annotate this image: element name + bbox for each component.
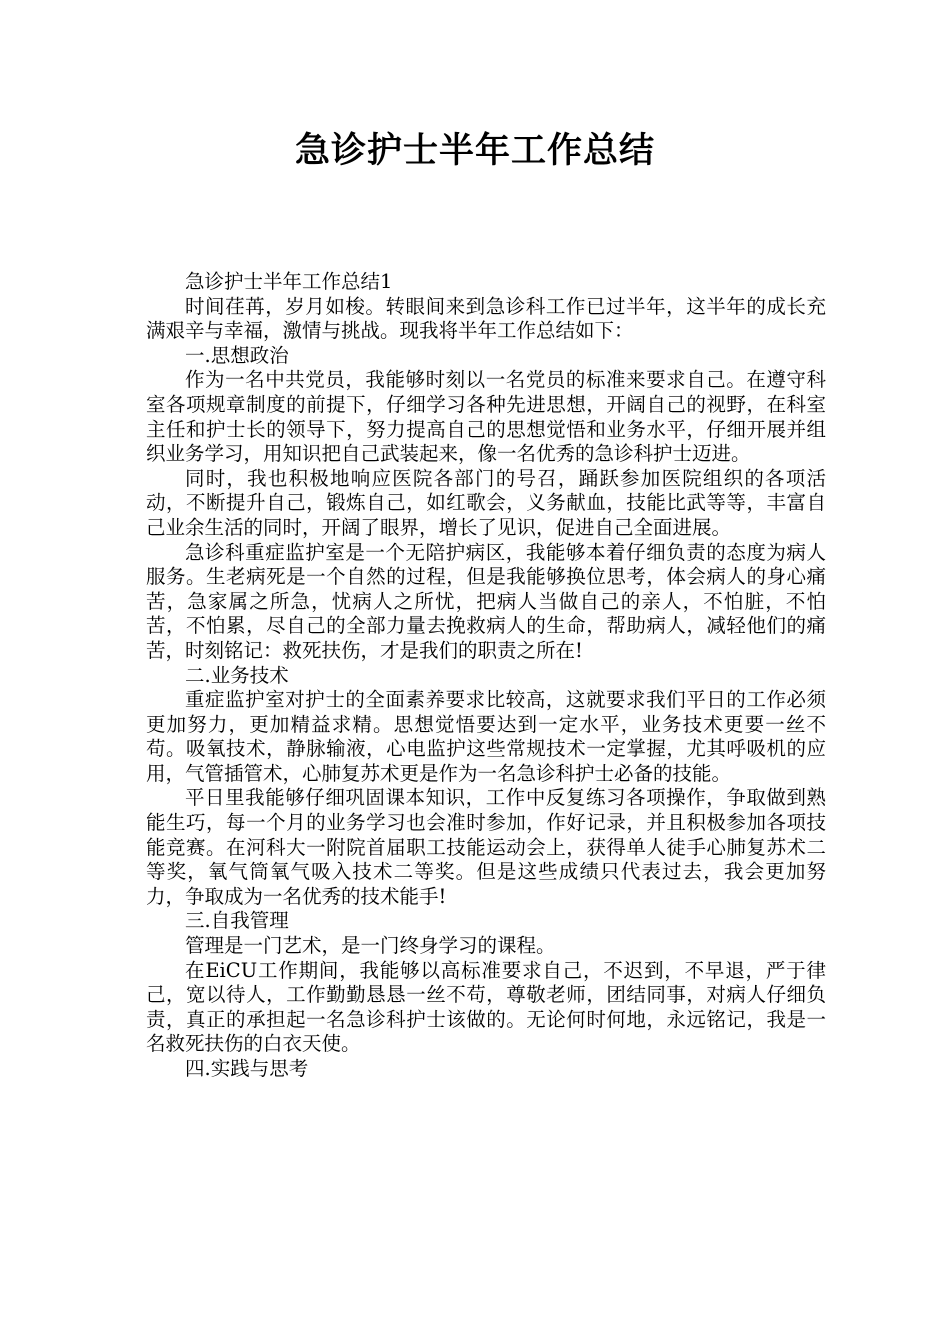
paragraph: 平日里我能够仔细巩固课本知识，工作中反复练习各项操作，争取做到熟能生巧，每一个月的业务学习也会准时参加，作好记录，并且积极参加各项技能竞赛。在河科大一附院首届职工技能运动会上，获得单人徒手心肺复苏术二等奖，氧气筒氧气吸入技术二等奖。但是这些成绩只代表过去，我会更加努力，争取成为一名优秀的技术能手! [146, 786, 826, 908]
section-heading-skills: 二.业务技术 [185, 663, 289, 687]
paragraph: 管理是一门艺术，是一门终身学习的课程。 [185, 934, 556, 958]
paragraph: 急诊科重症监护室是一个无陪护病区，我能够本着仔细负责的态度为病人服务。生老病死是一个自然的过程，但是我能够换位思考，体会病人的身心痛苦，急家属之所急，忧病人之所忧，把病人当做自己的亲人，不怕脏，不怕苦，不怕累，尽自己的全部力量去挽救病人的生命，帮助病人，减轻他们的痛苦，时刻铭记：救死扶伤，才是我们的职责之所在! [146, 540, 826, 662]
document-title: 急诊护士半年工作总结 [294, 131, 655, 171]
paragraph: 在EiCU工作期间，我能够以高标准要求自己，不迟到，不早退，严于律己，宽以待人，工作勤勤恳恳一丝不苟，尊敬老师，团结同事，对病人仔细负责，真正的承担起一名急诊科护士该做的。无论何时何地，永远铭记，我是一名救死扶伤的白衣天使。 [146, 958, 826, 1056]
document-body [146, 270, 826, 1082]
section-heading-self-management: 三.自我管理 [185, 909, 289, 933]
paragraph-intro: 时间荏苒，岁月如梭。转眼间来到急诊科工作已过半年，这半年的成长充满艰辛与幸福，激情与挑战。现我将半年工作总结如下： [146, 294, 826, 343]
section-heading-practice: 四.实践与思考 [185, 1057, 309, 1080]
paragraph-heading-1: 急诊护士半年工作总结1 [185, 270, 393, 293]
paragraph: 重症监护室对护士的全面素养要求比较高，这就要求我们平日的工作必须更加努力，更加精益求精。思想觉悟要达到一定水平，业务技术更要一丝不苟。吸氧技术，静脉输液，心电监护这些常规技术一定掌握，尤其呼吸机的应用，气管插管术，心肺复苏术更是作为一名急诊科护士必备的技能。 [146, 688, 826, 785]
paragraph: 同时，我也积极地响应医院各部门的号召，踊跃参加医院组织的各项活动，不断提升自己，锻炼自己，如红歌会，义务献血，技能比武等等，丰富自己业余生活的同时，开阔了眼界，增长了见识，促进自己全面进展。 [146, 466, 826, 539]
section-heading-politics: 一.思想政治 [185, 343, 289, 367]
paragraph: 作为一名中共党员，我能够时刻以一名党员的标准来要求自己。在遵守科室各项规章制度的前提下，仔细学习各种先进思想，开阔自己的视野，在科室主任和护士长的领导下，努力提高自己的思想觉悟和业务水平，仔细开展并组织业务学习，用知识把自己武装起来，像一名优秀的急诊科护士迈进。 [146, 368, 826, 466]
